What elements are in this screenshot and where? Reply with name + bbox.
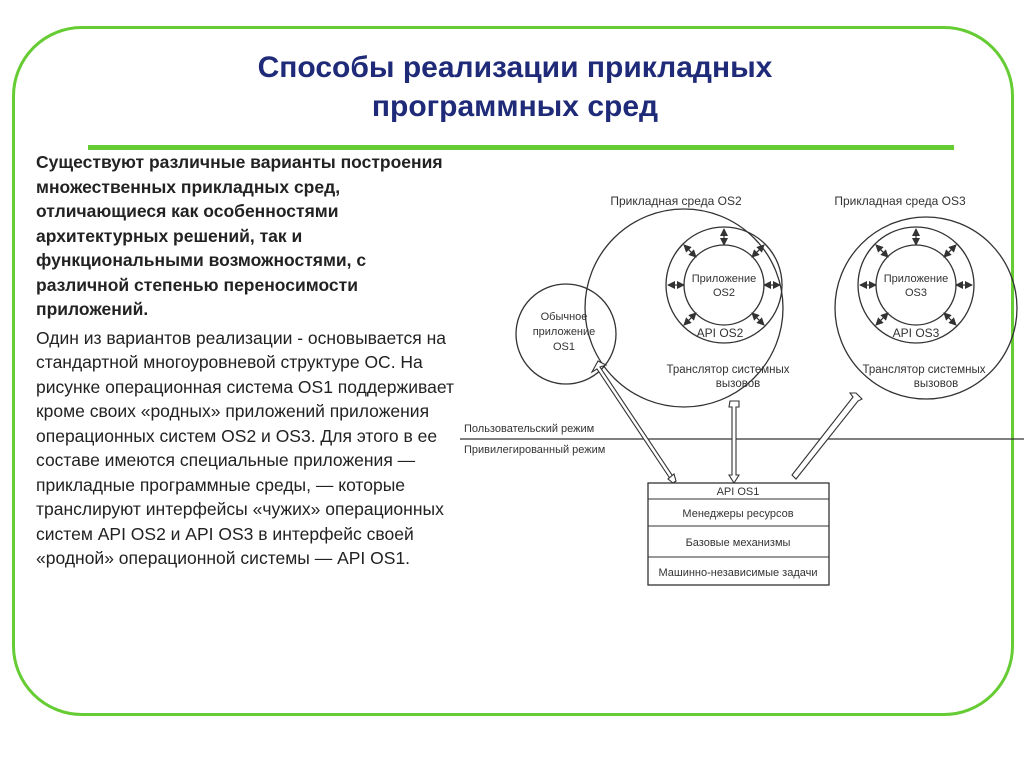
app-os3-line1: Приложение <box>883 273 949 285</box>
api-os2-label: API OS2 <box>696 326 744 340</box>
app-os3-line2: OS3 <box>904 287 928 299</box>
kernel-layer-resource-managers: Менеджеры ресурсов <box>682 508 794 520</box>
native-app-line2: приложение <box>532 326 596 338</box>
kernel-layer-base-mechanisms: Базовые механизмы <box>685 537 791 549</box>
arrow <box>944 313 956 325</box>
native-app-line3: OS1 <box>552 341 576 353</box>
title-line-1: Способы реализации прикладных <box>257 51 773 84</box>
translator-os3-line1: Транслятор системных <box>862 364 986 376</box>
arrow <box>876 245 888 257</box>
arrow <box>752 245 764 257</box>
user-mode-label: Пользовательский режим <box>464 423 595 435</box>
slide-title <box>150 48 880 126</box>
translator-os3-line2: вызовов <box>913 378 959 390</box>
kernel-stack <box>648 483 829 585</box>
env-os3 <box>834 194 1017 399</box>
arrow <box>684 313 696 325</box>
api-os3-label: API OS3 <box>892 326 940 340</box>
arrow <box>944 245 956 257</box>
connector-native-to-api <box>592 361 676 483</box>
mode-separator <box>460 423 1024 456</box>
translator-os2-line1: Транслятор системных <box>666 364 790 376</box>
kernel-layer-machine-independent: Машинно-независимые задачи <box>658 567 818 579</box>
env-os2 <box>585 194 790 407</box>
priv-mode-label: Привилегированный режим <box>464 444 606 456</box>
paragraph-details: Один из вариантов реализации - основывается на стандартной многоуровневой структуре ОС. На рисунке операционная система OS1 поддерживает кроме своих «родных» приложений приложения операционных систем OS2 и OS3. Для этого в ее составе имеются специальные приложения — прикладные программные среды, — которые транслируют интерфейсы «чужих» операционных систем API OS2 и API OS3 в интерфейс своей «родной» операционной системы — API OS1. <box>36 327 454 568</box>
arrow <box>876 313 888 325</box>
title-line-2: программных сред <box>371 90 659 123</box>
env-os2-label: Прикладная среда OS2 <box>610 194 742 208</box>
body-text <box>36 150 456 575</box>
translator-os2-line2: вызовов <box>715 378 761 390</box>
connector-os2-to-api <box>729 401 739 483</box>
env-os3-label: Прикладная среда OS3 <box>834 194 966 208</box>
arrow <box>752 313 764 325</box>
paragraph-intro: Существуют различные варианты построения множественных прикладных сред, отличающиеся как особенностями архитектурных решений, так и функциональными возможностями, с различной степенью переносимости приложений. <box>36 152 443 319</box>
kernel-layer-api-os1: API OS1 <box>716 486 760 498</box>
arrow <box>684 245 696 257</box>
app-os2-line1: Приложение <box>691 273 757 285</box>
connector-os3-to-api <box>792 393 862 479</box>
app-os2-line2: OS2 <box>712 287 736 299</box>
native-app-line1: Обычное <box>540 311 588 323</box>
architecture-diagram <box>458 183 1024 593</box>
